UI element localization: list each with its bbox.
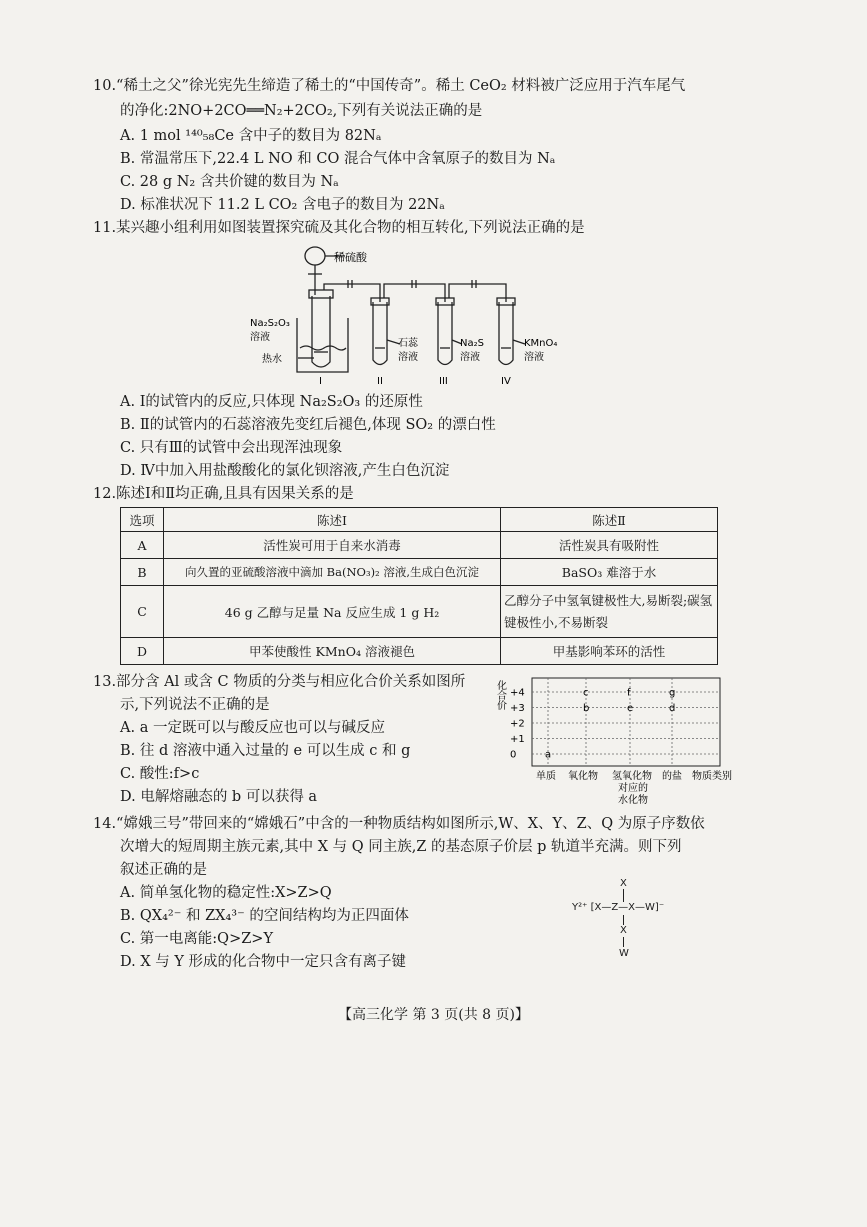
row-d-option: D xyxy=(121,638,164,665)
q11-option-c: C. 只有Ⅲ的试管中会出现浑浊现象 xyxy=(120,440,343,456)
q10-option-a: A. 1 mol ¹⁴⁰₅₈Ce 含中子的数目为 82Nₐ xyxy=(120,128,382,144)
row-c-statement-2: 乙醇分子中氢氧键极性大,易断裂;碳氢键极性小,不易断裂 xyxy=(501,586,718,638)
header-statement-1: 陈述Ⅰ xyxy=(164,508,501,532)
row-b-option: B xyxy=(121,559,164,586)
point-f: f xyxy=(627,687,631,699)
q11-option-b: B. Ⅱ的试管内的石蕊溶液先变红后褪色,体现 SO₂ 的漂白性 xyxy=(120,417,496,433)
q13-option-d: D. 电解熔融态的 b 可以获得 a xyxy=(120,789,318,805)
y-tick-label: +1 xyxy=(510,734,525,745)
q13-stem-line2: 示,下列说法不正确的是 xyxy=(120,697,270,713)
label-tube-i: I xyxy=(319,376,322,387)
q14-stem-line1: 14.“嫦娥三号”带回来的“嫦娥石”中含的一种物质结构如图所示,W、X、Y、Z、Q 为原子序数依 xyxy=(93,816,705,832)
x-cat-label: 氢氧化物 xyxy=(612,771,652,782)
page-footer: 【高三化学 第 3 页(共 8 页)】 xyxy=(338,1007,529,1023)
q14-option-c: C. 第一电离能:Q>Z>Y xyxy=(120,931,274,947)
q10-option-d: D. 标准状况下 11.2 L CO₂ 含电子的数目为 22Nₐ xyxy=(120,197,445,213)
header-statement-2: 陈述Ⅱ xyxy=(501,508,718,532)
row-a-option: A xyxy=(121,532,164,559)
q11-option-a: A. Ⅰ的试管内的反应,只体现 Na₂S₂O₃ 的还原性 xyxy=(120,394,423,410)
label-hot-water: 热水 xyxy=(262,354,282,365)
struct-top-x: X xyxy=(620,878,627,889)
table-row xyxy=(121,638,718,665)
q10-option-c: C. 28 g N₂ 含共价键的数目为 Nₐ xyxy=(120,174,339,190)
row-d-statement-1: 甲苯使酸性 KMnO₄ 溶液褪色 xyxy=(164,638,501,665)
x-axis-label: 物质类别 xyxy=(692,771,732,782)
struct-bond-top xyxy=(623,889,624,902)
label-litmus-solution: 溶液 xyxy=(398,352,418,363)
table-header-row xyxy=(121,508,718,532)
point-e: e xyxy=(627,703,634,714)
q10-stem-line2: 的净化:2NO+2CO══N₂+2CO₂,下列有关说法正确的是 xyxy=(120,103,483,119)
q14-option-b: B. QX₄²⁻ 和 ZX₄³⁻ 的空间结构均为正四面体 xyxy=(120,908,409,924)
row-c-option: C xyxy=(121,586,164,638)
struct-bot-w: W xyxy=(619,948,629,959)
q12-table xyxy=(120,507,718,665)
x-cat-label: 氧化物 xyxy=(568,771,598,782)
label-tube-iii: III xyxy=(439,376,448,387)
row-b-statement-1: 向久置的亚硫酸溶液中滴加 Ba(NO₃)₂ 溶液,生成白色沉淀 xyxy=(164,559,501,586)
table-row xyxy=(121,532,718,559)
y-tick-label: +2 xyxy=(510,718,525,730)
label-litmus: 石蕊 xyxy=(398,338,418,349)
struct-bond-mid xyxy=(623,915,624,925)
q13-option-a: A. a 一定既可以与酸反应也可以与碱反应 xyxy=(120,720,385,736)
point-a: a xyxy=(545,749,552,761)
q13-stem-line1: 13.部分含 Al 或含 C 物质的分类与相应化合价关系如图所 xyxy=(93,674,466,690)
x-cat-label: 单质 xyxy=(536,771,556,782)
q10-stem-line1: 10.“稀土之父”徐光宪先生缔造了稀土的“中国传奇”。稀土 CeO₂ 材料被广泛应用于汽车尾气 xyxy=(93,78,686,94)
struct-main-chain: Y²⁺ [X—Z—X—W]⁻ xyxy=(572,902,665,913)
row-a-statement-2: 活性炭具有吸附性 xyxy=(501,532,718,559)
label-na2s-solution: 溶液 xyxy=(460,352,480,363)
point-g: g xyxy=(669,687,676,699)
q11-apparatus-diagram xyxy=(240,240,570,388)
q13-option-b: B. 往 d 溶液中通入过量的 e 可以生成 c 和 g xyxy=(120,743,411,759)
y-tick-label: +4 xyxy=(510,687,525,699)
q14-option-a: A. 简单氢化物的稳定性:X>Z>Q xyxy=(120,885,332,901)
row-b-statement-2: BaSO₃ 难溶于水 xyxy=(501,559,718,586)
x-cat-label-cont: 对应的 xyxy=(618,783,648,794)
label-kmno4: KMnO₄ xyxy=(524,338,558,349)
q10-option-b: B. 常温常压下,22.4 L NO 和 CO 混合气体中含氧原子的数目为 Nₐ xyxy=(120,151,556,167)
q14-stem-line2: 次增大的短周期主族元素,其中 X 与 Q 同主族,Z 的基态原子价层 p 轨道半充满。则下列 xyxy=(120,839,682,855)
label-tube-iv: IV xyxy=(501,376,511,387)
x-cat-label: 的盐 xyxy=(662,771,682,782)
struct-bond-bot xyxy=(623,937,624,947)
plot-frame xyxy=(532,678,720,766)
row-a-statement-1: 活性炭可用于自来水消毒 xyxy=(164,532,501,559)
y-axis-label: 化合价 xyxy=(494,680,506,710)
q12-stem: 12.陈述Ⅰ和Ⅱ均正确,且具有因果关系的是 xyxy=(93,486,354,502)
q11-stem: 11.某兴趣小组利用如图装置探究硫及其化合物的相互转化,下列说法正确的是 xyxy=(93,220,585,236)
label-dilute-sulfuric-acid: 稀硫酸 xyxy=(334,251,367,264)
point-d: d xyxy=(669,703,676,714)
table-row xyxy=(121,586,718,638)
q14-stem-line3: 叙述正确的是 xyxy=(120,862,207,878)
label-na2s2o3-solution: 溶液 xyxy=(250,332,270,343)
q13-option-c: C. 酸性:f>c xyxy=(120,766,200,782)
label-na2s: Na₂S xyxy=(460,338,484,349)
q11-option-d: D. Ⅳ中加入用盐酸酸化的氯化钡溶液,产生白色沉淀 xyxy=(120,463,450,479)
q14-option-d: D. X 与 Y 形成的化合物中一定只含有离子键 xyxy=(120,954,407,970)
y-tick-label: +3 xyxy=(510,703,525,714)
row-c-statement-1: 46 g 乙醇与足量 Na 反应生成 1 g H₂ xyxy=(164,586,501,638)
header-option: 选项 xyxy=(121,508,164,532)
row-d-statement-2: 甲基影响苯环的活性 xyxy=(501,638,718,665)
y-tick-label: 0 xyxy=(510,749,517,761)
label-kmno4-solution: 溶液 xyxy=(524,352,544,363)
point-c: c xyxy=(583,687,589,699)
table-row xyxy=(121,559,718,586)
x-cat-label-cont: 水化物 xyxy=(618,795,648,806)
label-tube-ii: II xyxy=(377,376,383,387)
label-na2s2o3: Na₂S₂O₃ xyxy=(250,318,290,329)
struct-mid-x: X xyxy=(620,925,627,936)
point-b: b xyxy=(583,703,590,714)
q13-valence-class-diagram xyxy=(488,672,758,812)
